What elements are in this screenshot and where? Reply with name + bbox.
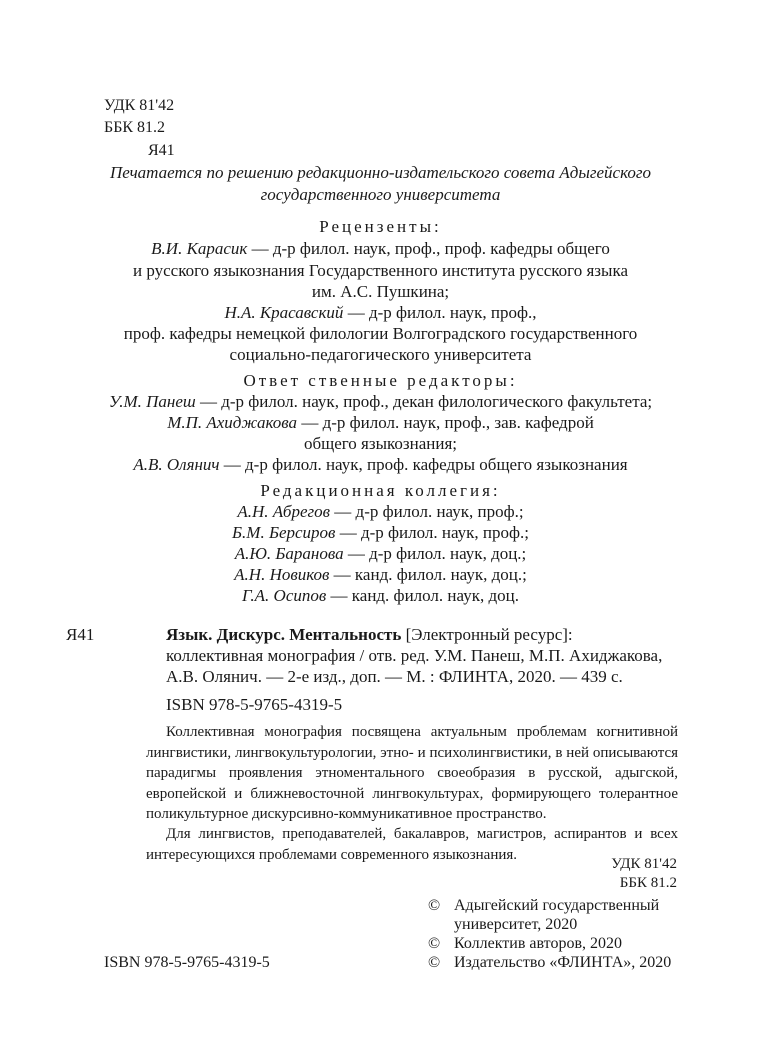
copyright-icon: © — [428, 954, 441, 971]
bib-line1: Язык. Дискурс. Ментальность [Электронный ресурс]: — [166, 625, 573, 644]
editor-3: А.В. Олянич — д-р филол. наук, проф. кафедры общего языкознания — [133, 455, 628, 474]
annotation-paragraph-1: Коллективная монография посвящена актуальным проблемам когнитивной лингвистики, лингвокультурологии, этно- и психолингвистики, в ней описываются парадигмы проявления этноментального своеобразия в русской, адыгской, европейской и ближневосточной лингвокультурах, формирующего толерантное поликультурное дискурсивно-коммуникативное пространство. — [146, 724, 678, 822]
copyright-1-line2: университет, 2020 — [454, 916, 578, 933]
board-member-5: Г.А. Осипов — канд. филол. наук, доц. — [242, 586, 519, 605]
bbk-code-bottom: ББК 81.2 — [619, 875, 677, 891]
board-member-4-name: А.Н. Новиков — [234, 565, 330, 584]
copyright-2: Коллектив авторов, 2020 — [454, 935, 622, 952]
board-member-2: Б.М. Берсиров — д-р филол. наук, проф.; — [232, 523, 529, 542]
bib-line2: коллективная монография / отв. ред. У.М. Панеш, М.П. Ахиджакова, — [166, 646, 663, 665]
bbk-code: ББК 81.2 — [104, 119, 166, 136]
reviewer-2-line3: социально-педагогического университета — [229, 345, 532, 364]
isbn-top: ISBN 978-5-9765-4319-5 — [166, 695, 343, 714]
reviewer-1-line3: им. А.С. Пушкина; — [311, 282, 450, 301]
publish-note-line1: Печатается по решению редакционно-издательского совета Адыгейского — [109, 163, 652, 182]
copyright-icon: © — [428, 935, 441, 952]
reviewer-2-name: Н.А. Красавский — [224, 303, 344, 322]
author-mark: Я41 — [148, 142, 175, 159]
reviewer-1-line1: В.И. Карасик — д-р филол. наук, проф., проф. кафедры общего — [151, 239, 610, 258]
reviewer-1-name: В.И. Карасик — [151, 239, 248, 258]
copyright-icon: © — [428, 897, 441, 914]
copyright-1-line1: Адыгейский государственный — [454, 897, 660, 914]
board-member-2-name: Б.М. Берсиров — [232, 523, 336, 542]
editors-heading: Ответ ственные редакторы: — [243, 371, 518, 390]
udk-code-bottom: УДК 81'42 — [611, 856, 677, 872]
board-member-5-name: Г.А. Осипов — [242, 586, 327, 605]
bib-author-mark: Я41 — [66, 625, 95, 644]
reviewer-2-line2: проф. кафедры немецкой филологии Волгоградского государственного — [123, 324, 638, 343]
editor-1-name: У.М. Панеш — [108, 392, 196, 411]
board-member-1: А.Н. Абрегов — д-р филол. наук, проф.; — [237, 502, 524, 521]
annotation-paragraph-2: Для лингвистов, преподавателей, бакалавров, магистров, аспирантов и всех интересующихся проблемами современного языкознания. — [146, 826, 678, 863]
board-member-3: А.Ю. Баранова — д-р филол. наук, доц.; — [234, 544, 527, 563]
board-heading: Редакционная коллегия: — [260, 481, 501, 500]
copyright-3: Издательство «ФЛИНТА», 2020 — [454, 954, 672, 971]
reviewer-2-line1: Н.А. Красавский — д-р филол. наук, проф., — [224, 303, 537, 322]
publish-note-line2: государственного университета — [260, 185, 501, 204]
isbn-bottom: ISBN 978-5-9765-4319-5 — [104, 954, 270, 971]
editor-2: М.П. Ахиджакова — д-р филол. наук, проф., зав. кафедрой — [167, 413, 594, 432]
board-member-3-name: А.Ю. Баранова — [234, 544, 344, 563]
board-member-4: А.Н. Новиков — канд. филол. наук, доц.; — [234, 565, 527, 584]
editor-2-line2: общего языкознания; — [303, 434, 458, 453]
reviewer-1-line2: и русского языкознания Государственного института русского языка — [132, 261, 628, 280]
editor-1: У.М. Панеш — д-р филол. наук, проф., декан филологического факультета; — [108, 392, 653, 411]
editor-3-name: А.В. Олянич — [133, 455, 220, 474]
udk-code: УДК 81'42 — [104, 97, 175, 114]
bib-line3: А.В. Олянич. — 2-е изд., доп. — М. : ФЛИНТА, 2020. — 439 с. — [166, 667, 623, 686]
book-title: Язык. Дискурс. Ментальность — [166, 625, 402, 644]
board-member-1-name: А.Н. Абрегов — [237, 502, 331, 521]
reviewers-heading: Рецензенты: — [319, 217, 442, 236]
editor-2-name: М.П. Ахиджакова — [167, 413, 298, 432]
